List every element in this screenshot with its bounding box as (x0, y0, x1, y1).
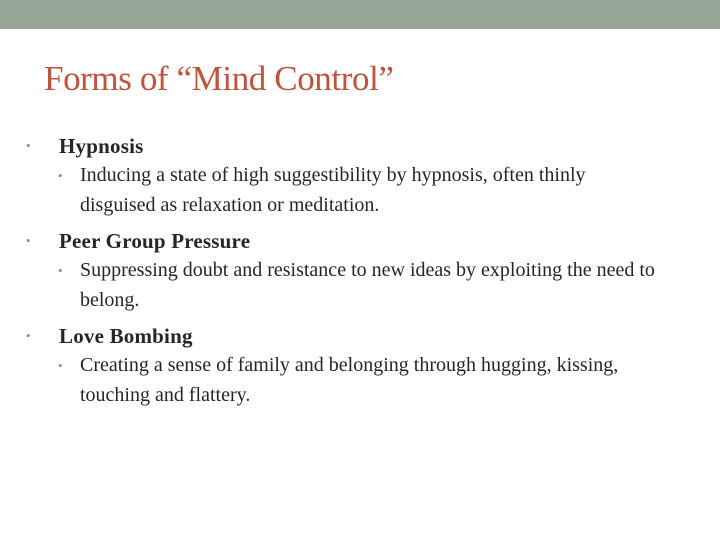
bullet-detail (58, 256, 660, 315)
slide-title: Forms of “Mind Control” (44, 59, 394, 98)
sub-bullet-icon: • (58, 263, 63, 278)
list-item-love-bombing (26, 321, 706, 410)
bullet-icon: • (26, 328, 31, 343)
bullet-detail (58, 161, 660, 220)
bullet-heading-text: Love Bombing (59, 324, 193, 348)
bullet-detail-text: Inducing a state of high suggestibility by hypnosis, often thinly disguised as relaxation or meditation. (80, 164, 586, 216)
bullet-heading-text: Peer Group Pressure (59, 229, 251, 253)
sub-bullet-icon: • (58, 358, 63, 373)
bullet-heading-text: Hypnosis (59, 134, 144, 158)
bullet-list (26, 131, 706, 416)
bullet-detail (58, 351, 660, 410)
bullet-heading (26, 226, 706, 256)
sub-bullet-icon: • (58, 168, 63, 183)
bullet-detail-text: Suppressing doubt and resistance to new ideas by exploiting the need to belong. (80, 259, 655, 311)
bullet-detail-text: Creating a sense of family and belonging through hugging, kissing, touching and flattery. (80, 354, 619, 406)
bullet-icon: • (26, 233, 31, 248)
bullet-icon: • (26, 138, 31, 153)
list-item-peer-group-pressure (26, 226, 706, 315)
list-item-hypnosis (26, 131, 706, 220)
top-accent-bar (0, 0, 720, 29)
bullet-heading (26, 321, 706, 351)
bullet-heading (26, 131, 706, 161)
